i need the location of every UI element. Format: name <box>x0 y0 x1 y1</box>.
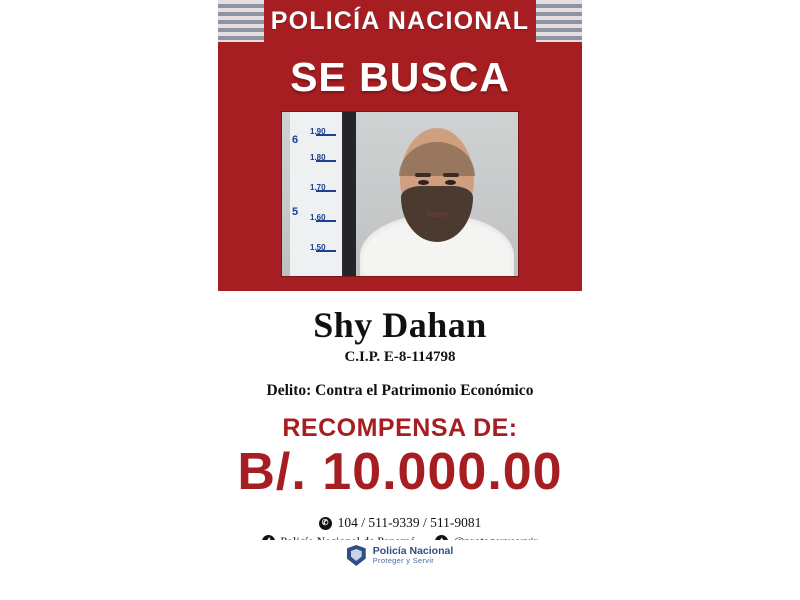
phone-icon: ✆ <box>319 517 332 530</box>
red-body <box>218 42 582 291</box>
subject-figure <box>356 112 518 276</box>
height-label-160: 1.60 <box>310 213 326 223</box>
phone-numbers: 104 / 511-9339 / 511-9081 <box>337 515 482 531</box>
reward-amount: B/. 10.000.00 <box>237 442 563 501</box>
footer-motto: Proteger y Servir <box>372 556 435 566</box>
crime-description: Delito: Contra el Patrimonio Económico <box>266 381 534 399</box>
mouth <box>426 212 448 217</box>
header-title: POLICÍA NACIONAL <box>270 6 530 35</box>
eyebrow-right <box>443 173 459 177</box>
police-crest-icon <box>347 545 366 566</box>
phone-contact-line <box>236 515 564 531</box>
headline: SE BUSCA <box>290 54 510 100</box>
height-label-170: 1.70 <box>310 183 326 193</box>
cip-number: C.I.P. E-8-114798 <box>344 348 456 365</box>
head <box>400 128 474 220</box>
eyebrow-left <box>415 173 431 177</box>
poster-footer <box>218 540 582 570</box>
height-label-180: 1.80 <box>310 153 326 163</box>
height-label-150: 1.50 <box>310 243 326 253</box>
eye-right <box>445 180 456 185</box>
footer-text-block <box>373 546 454 566</box>
poster-sheet <box>218 0 582 570</box>
hairline <box>399 142 475 176</box>
reward-label: RECOMPENSA DE: <box>282 413 518 442</box>
height-measurement-board <box>290 112 344 276</box>
header-band <box>218 0 582 42</box>
footer-title: Policía Nacional <box>372 544 454 557</box>
mugshot-photo <box>281 111 519 277</box>
stripe-pattern-left-icon <box>218 0 264 42</box>
height-board-big-label-5: 5 <box>292 206 299 219</box>
info-section <box>218 291 582 557</box>
stripe-pattern-right-icon <box>536 0 582 42</box>
height-label-190: 1.90 <box>310 127 326 137</box>
height-board-big-label-6: 6 <box>292 134 299 147</box>
subject-name: Shy Dahan <box>313 305 487 346</box>
eye-left <box>418 180 429 185</box>
board-edge-shadow <box>344 112 356 276</box>
